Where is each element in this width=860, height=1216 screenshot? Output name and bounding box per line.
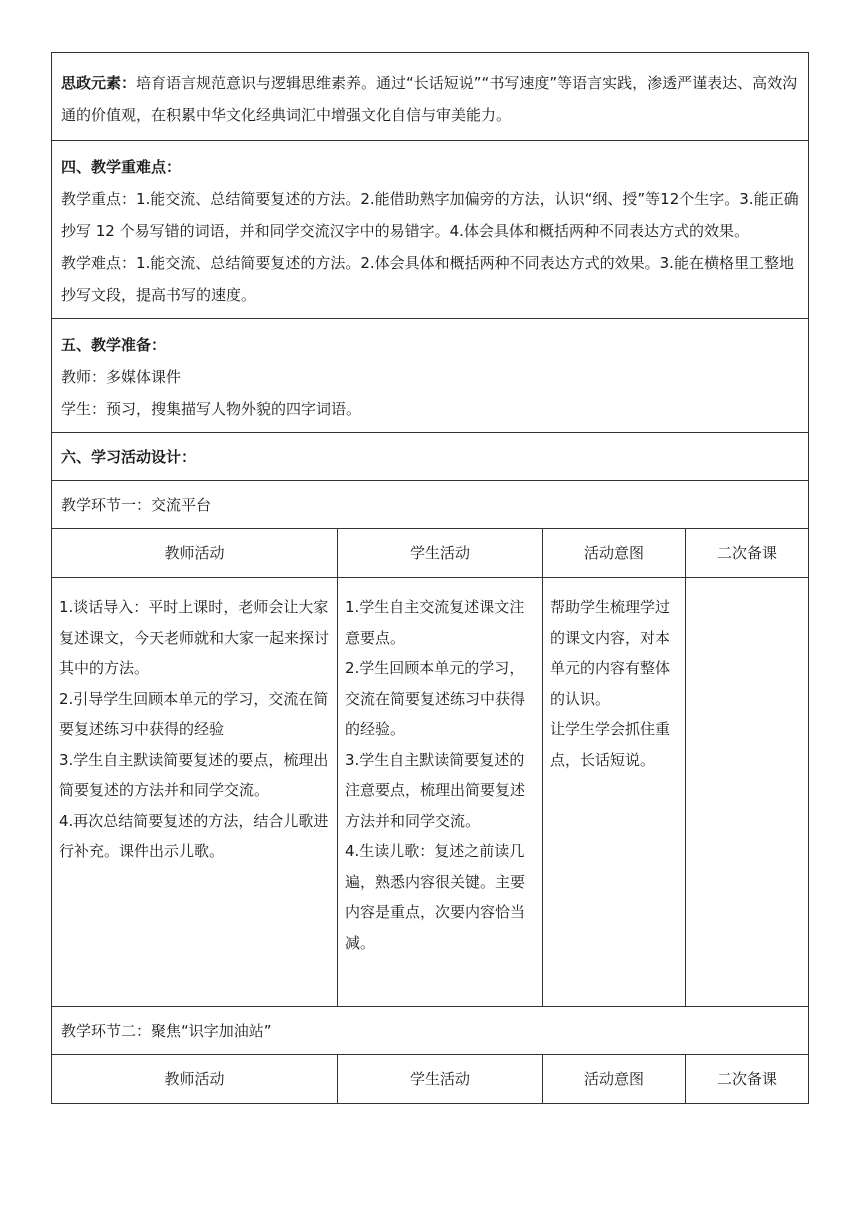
teacher-step: 2.引导学生回顾本单元的学习，交流在简要复述练习中获得的经验 (59, 689, 329, 738)
header-student: 学生活动 (338, 529, 543, 577)
intent-cell (543, 578, 686, 1006)
preparation-teacher: 教师：多媒体课件 (61, 368, 182, 386)
stage1-header-row (52, 529, 808, 578)
teacher-activity-cell (52, 578, 338, 1006)
hard-points: 教学难点：1.能交流、总结简要复述的方法。2.体会具体和概括两种不同表达方式的效果。3.能在横格里工整地抄写文段，提高书写的速度。 (61, 254, 794, 304)
header-intent: 活动意图 (543, 529, 686, 577)
stage1-body-row (52, 578, 808, 1007)
student-step: 3.学生自主默读简要复述的注意要点，梳理出简要复述方法并和同学交流。 (345, 750, 526, 830)
header-teacher: 教师活动 (52, 529, 338, 577)
key-points: 教学重点：1.能交流、总结简要复述的方法。2.能借助熟字加偏旁的方法，认识“纲、授”等12个生字。3.能正确抄写 12 个易写错的词语，并和同学交流汉字中的易错字。4.体会具体和概括两种不同表达方式的效果。 (61, 190, 799, 240)
stage1-title: 教学环节一：交流平台 (52, 481, 808, 529)
teacher-step: 3.学生自主默读简要复述的要点，梳理出简要复述的方法并和同学交流。 (59, 750, 329, 799)
preparation-student: 学生：预习，搜集描写人物外貌的四字词语。 (61, 400, 362, 418)
preparation-title: 五、教学准备： (61, 336, 167, 354)
student-step: 4.生读儿歌：复述之前读几遍，熟悉内容很关键。主要内容是重点，次要内容恰当减。 (345, 842, 526, 952)
teacher-step: 4.再次总结简要复述的方法，结合儿歌进行补充。课件出示儿歌。 (59, 811, 329, 860)
student-step: 2.学生回顾本单元的学习，交流在简要复述练习中获得的经验。 (345, 659, 526, 738)
intent-text: 让学生学会抓住重点，长话短说。 (550, 720, 671, 769)
header-student: 学生活动 (338, 1055, 543, 1103)
header-intent: 活动意图 (543, 1055, 686, 1103)
second-prep-cell (686, 578, 808, 1006)
header-teacher: 教师活动 (52, 1055, 338, 1103)
student-activity-cell (338, 578, 543, 1006)
intent-text: 帮助学生梳理学过的课文内容，对本单元的内容有整体的认识。 (550, 598, 671, 708)
stage2-header-row (52, 1055, 808, 1103)
preparation-section (52, 319, 808, 433)
lesson-plan-table (51, 52, 809, 1104)
difficulty-title: 四、教学重难点： (61, 158, 182, 176)
sizheng-section (52, 53, 808, 141)
header-second-prep: 二次备课 (716, 544, 777, 562)
sizheng-text: 培育语言规范意识与逻辑思维素养。通过“长话短说”“书写速度”等语言实践，渗透严谨表达、高效沟通的价值观，在积累中华文化经典词汇中增强文化自信与审美能力。 (61, 74, 798, 124)
sizheng-label: 思政元素： (61, 74, 137, 92)
difficulty-section (52, 141, 808, 319)
student-step: 1.学生自主交流复述课文注意要点。 (345, 598, 525, 647)
stage2-title: 教学环节二：聚焦“识字加油站” (52, 1007, 808, 1055)
header-second-prep: 二次备课 (716, 1070, 777, 1088)
activity-title: 六、学习活动设计： (52, 433, 808, 481)
teacher-step: 1.谈话导入：平时上课时，老师会让大家复述课文，今天老师就和大家一起来探讨其中的方法。 (59, 598, 330, 677)
